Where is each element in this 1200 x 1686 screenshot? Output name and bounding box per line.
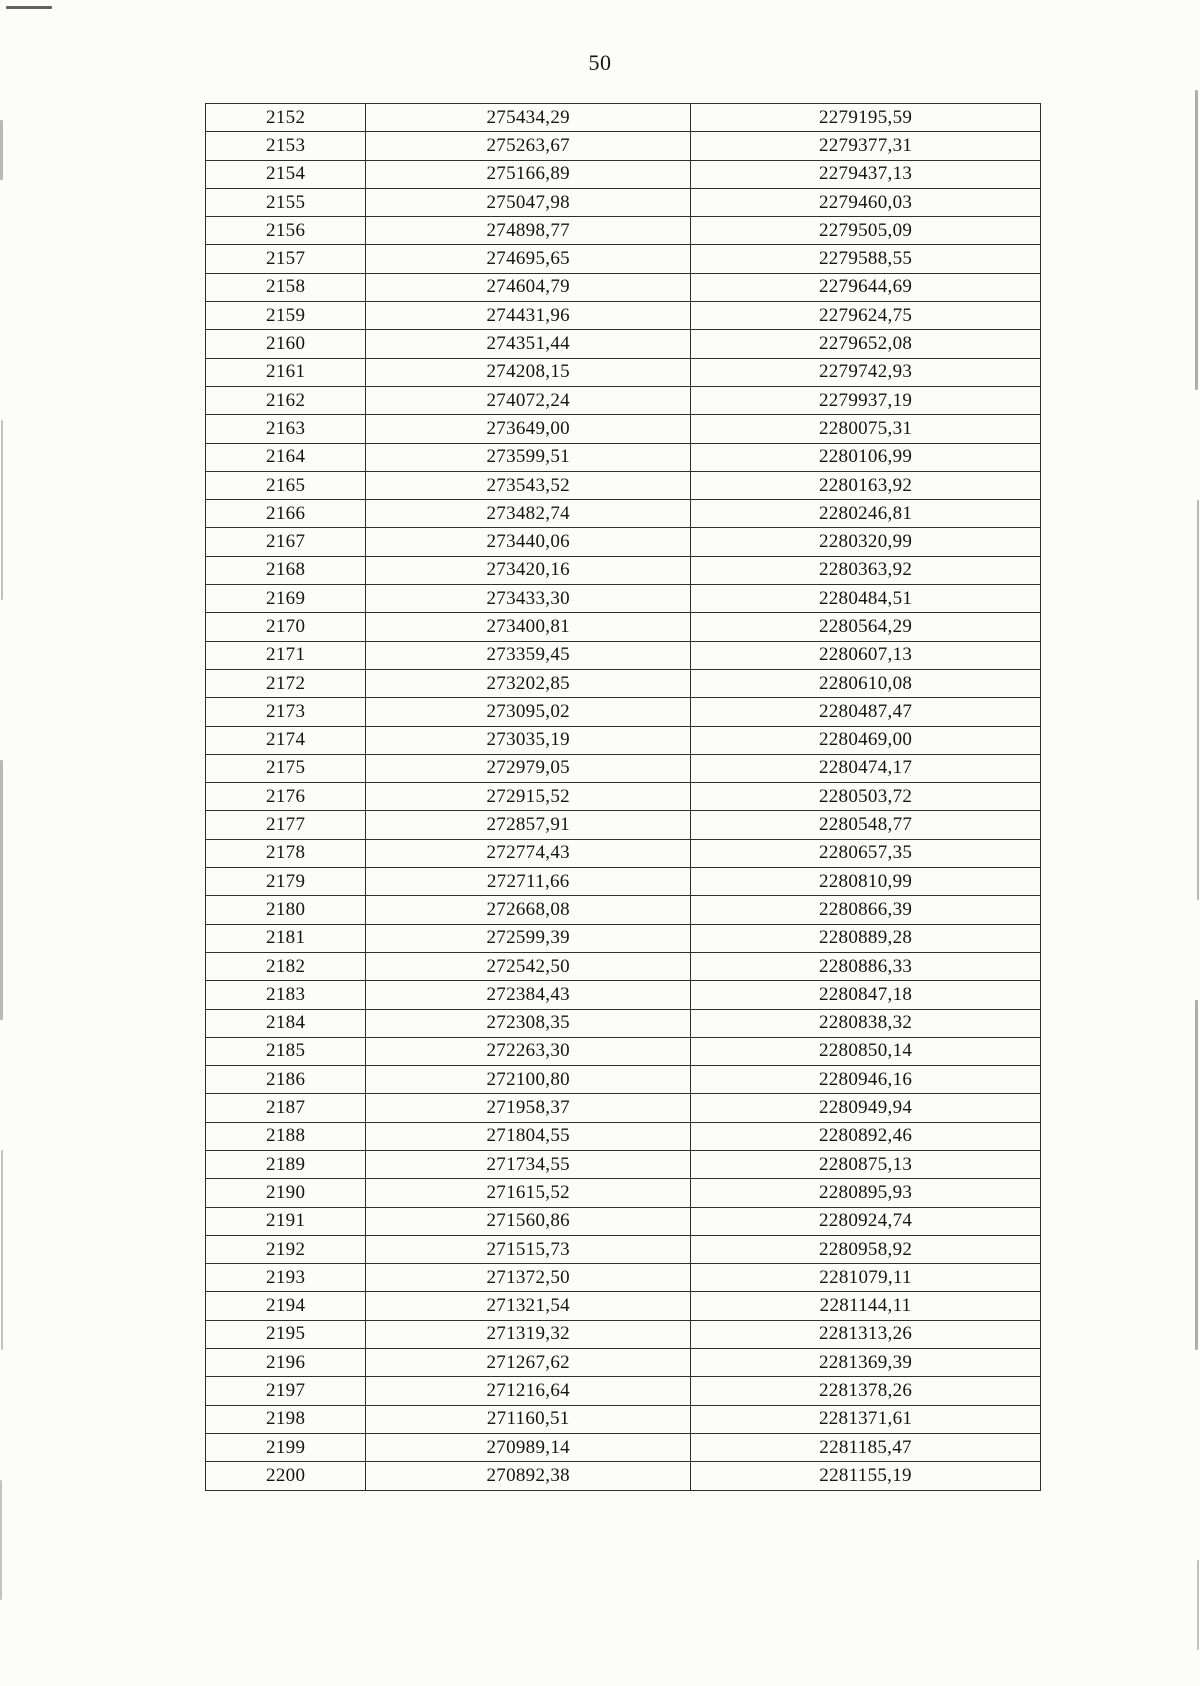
table-row: [206, 1377, 1041, 1405]
table-row: [206, 217, 1041, 245]
table-row: [206, 1292, 1041, 1320]
table-cell-value-a: 272979,05: [366, 754, 691, 782]
table-row: [206, 443, 1041, 471]
table-cell-index: 2153: [206, 132, 366, 160]
table-cell-value-a: 273649,00: [366, 415, 691, 443]
table-row: [206, 1009, 1041, 1037]
scan-artifact: [0, 1480, 2, 1600]
table-cell-index: 2152: [206, 104, 366, 132]
table-row: [206, 1066, 1041, 1094]
table-row: [206, 669, 1041, 697]
table-row: [206, 1320, 1041, 1348]
table-cell-index: 2184: [206, 1009, 366, 1037]
scan-artifact: [1195, 1000, 1198, 1350]
table-cell-value-b: 2280487,47: [691, 698, 1041, 726]
table-cell-value-b: 2280875,13: [691, 1150, 1041, 1178]
table-row: [206, 726, 1041, 754]
table-cell-index: 2189: [206, 1150, 366, 1178]
table-body: [206, 104, 1041, 1491]
table-cell-value-a: 272100,80: [366, 1066, 691, 1094]
table-cell-value-a: 271321,54: [366, 1292, 691, 1320]
scan-artifact: [1197, 500, 1199, 900]
table-cell-index: 2191: [206, 1207, 366, 1235]
table-row: [206, 528, 1041, 556]
table-row: [206, 1037, 1041, 1065]
table-row: [206, 698, 1041, 726]
table-cell-value-a: 273359,45: [366, 641, 691, 669]
table-cell-index: 2155: [206, 188, 366, 216]
table-row: [206, 952, 1041, 980]
table-cell-index: 2167: [206, 528, 366, 556]
table-row: [206, 1462, 1041, 1490]
table-cell-value-b: 2280474,17: [691, 754, 1041, 782]
table-cell-value-b: 2280548,77: [691, 811, 1041, 839]
table-cell-value-b: 2281079,11: [691, 1264, 1041, 1292]
table-cell-index: 2159: [206, 302, 366, 330]
table-row: [206, 613, 1041, 641]
table-cell-value-b: 2280866,39: [691, 896, 1041, 924]
table-cell-index: 2195: [206, 1320, 366, 1348]
table-cell-value-a: 271804,55: [366, 1122, 691, 1150]
table-cell-index: 2197: [206, 1377, 366, 1405]
table-cell-value-a: 271958,37: [366, 1094, 691, 1122]
table-cell-value-a: 272915,52: [366, 783, 691, 811]
table-cell-value-a: 272668,08: [366, 896, 691, 924]
table-cell-value-a: 271372,50: [366, 1264, 691, 1292]
table-row: [206, 415, 1041, 443]
table-row: [206, 245, 1041, 273]
table-cell-index: 2171: [206, 641, 366, 669]
scan-artifact: [0, 120, 3, 180]
table-cell-value-b: 2281313,26: [691, 1320, 1041, 1348]
table-cell-value-b: 2279195,59: [691, 104, 1041, 132]
table-cell-value-b: 2280610,08: [691, 669, 1041, 697]
table-row: [206, 302, 1041, 330]
table-cell-index: 2162: [206, 386, 366, 414]
table-row: [206, 500, 1041, 528]
table-cell-value-b: 2280958,92: [691, 1235, 1041, 1263]
table-cell-index: 2179: [206, 868, 366, 896]
scan-artifact: [1, 1150, 3, 1350]
table-cell-value-b: 2279505,09: [691, 217, 1041, 245]
table-cell-value-b: 2280607,13: [691, 641, 1041, 669]
scan-artifact: [0, 760, 3, 1020]
table-cell-value-a: 272308,35: [366, 1009, 691, 1037]
table-cell-value-a: 271216,64: [366, 1377, 691, 1405]
table-cell-value-a: 271734,55: [366, 1150, 691, 1178]
table-cell-value-a: 271560,86: [366, 1207, 691, 1235]
table-row: [206, 330, 1041, 358]
table-cell-value-b: 2279624,75: [691, 302, 1041, 330]
table-cell-value-b: 2281185,47: [691, 1433, 1041, 1461]
table-cell-value-a: 273440,06: [366, 528, 691, 556]
table-cell-value-a: 271160,51: [366, 1405, 691, 1433]
table-cell-value-b: 2279644,69: [691, 273, 1041, 301]
table-cell-index: 2157: [206, 245, 366, 273]
table-row: [206, 1349, 1041, 1377]
table-row: [206, 556, 1041, 584]
table-cell-index: 2196: [206, 1349, 366, 1377]
table-cell-value-a: 275047,98: [366, 188, 691, 216]
table-cell-index: 2166: [206, 500, 366, 528]
table-cell-index: 2168: [206, 556, 366, 584]
table-row: [206, 160, 1041, 188]
table-row: [206, 132, 1041, 160]
table-cell-index: 2177: [206, 811, 366, 839]
table-cell-value-b: 2281144,11: [691, 1292, 1041, 1320]
table-cell-index: 2158: [206, 273, 366, 301]
table-cell-index: 2173: [206, 698, 366, 726]
table-cell-value-a: 274695,65: [366, 245, 691, 273]
table-row: [206, 641, 1041, 669]
table-cell-index: 2200: [206, 1462, 366, 1490]
table-cell-value-a: 274431,96: [366, 302, 691, 330]
table-cell-index: 2161: [206, 358, 366, 386]
table-row: [206, 754, 1041, 782]
table-cell-value-b: 2281155,19: [691, 1462, 1041, 1490]
table-cell-index: 2169: [206, 585, 366, 613]
table-cell-index: 2185: [206, 1037, 366, 1065]
table-cell-value-a: 272384,43: [366, 981, 691, 1009]
table-cell-value-b: 2280163,92: [691, 471, 1041, 499]
table-row: [206, 104, 1041, 132]
table-row: [206, 273, 1041, 301]
table-cell-value-a: 275434,29: [366, 104, 691, 132]
table-cell-value-a: 273420,16: [366, 556, 691, 584]
table-cell-index: 2156: [206, 217, 366, 245]
table-row: [206, 1122, 1041, 1150]
table-cell-value-b: 2280106,99: [691, 443, 1041, 471]
table-cell-value-b: 2280246,81: [691, 500, 1041, 528]
table-cell-value-b: 2280657,35: [691, 839, 1041, 867]
table-cell-value-b: 2280810,99: [691, 868, 1041, 896]
table-row: [206, 1433, 1041, 1461]
table-row: [206, 1235, 1041, 1263]
table-row: [206, 386, 1041, 414]
table-cell-value-a: 274072,24: [366, 386, 691, 414]
table-row: [206, 188, 1041, 216]
table-cell-value-a: 272263,30: [366, 1037, 691, 1065]
table-cell-index: 2164: [206, 443, 366, 471]
table-cell-value-a: 273202,85: [366, 669, 691, 697]
data-table: [205, 103, 1041, 1491]
table-cell-value-b: 2280889,28: [691, 924, 1041, 952]
table-cell-value-b: 2280895,93: [691, 1179, 1041, 1207]
table-cell-value-b: 2280850,14: [691, 1037, 1041, 1065]
table-cell-value-a: 273400,81: [366, 613, 691, 641]
table-cell-value-a: 270989,14: [366, 1433, 691, 1461]
table-cell-value-b: 2281371,61: [691, 1405, 1041, 1433]
table-cell-value-b: 2280503,72: [691, 783, 1041, 811]
scan-artifact: [1, 420, 3, 600]
table-cell-index: 2154: [206, 160, 366, 188]
table-cell-index: 2175: [206, 754, 366, 782]
table-row: [206, 839, 1041, 867]
scan-artifact: [1197, 1560, 1199, 1650]
table-row: [206, 1179, 1041, 1207]
table-row: [206, 868, 1041, 896]
table-cell-value-b: 2280075,31: [691, 415, 1041, 443]
table-cell-value-b: 2279377,31: [691, 132, 1041, 160]
page-number: 50: [588, 50, 612, 75]
table-row: [206, 1405, 1041, 1433]
table-cell-value-b: 2280838,32: [691, 1009, 1041, 1037]
table-row: [206, 358, 1041, 386]
table-cell-index: 2163: [206, 415, 366, 443]
table-cell-index: 2182: [206, 952, 366, 980]
table-cell-value-a: 271267,62: [366, 1349, 691, 1377]
table-cell-value-a: 271615,52: [366, 1179, 691, 1207]
table-cell-value-a: 273543,52: [366, 471, 691, 499]
table-cell-index: 2198: [206, 1405, 366, 1433]
scan-artifact: [1195, 90, 1198, 390]
table-cell-value-a: 275166,89: [366, 160, 691, 188]
table-row: [206, 1207, 1041, 1235]
table-row: [206, 585, 1041, 613]
table-cell-value-a: 272599,39: [366, 924, 691, 952]
table-cell-index: 2194: [206, 1292, 366, 1320]
table-cell-index: 2180: [206, 896, 366, 924]
table-cell-value-a: 272774,43: [366, 839, 691, 867]
table-row: [206, 1150, 1041, 1178]
table-cell-value-a: 274898,77: [366, 217, 691, 245]
table-cell-index: 2165: [206, 471, 366, 499]
table-cell-value-b: 2280469,00: [691, 726, 1041, 754]
table-cell-value-b: 2279937,19: [691, 386, 1041, 414]
table-cell-value-b: 2281378,26: [691, 1377, 1041, 1405]
table-cell-value-b: 2279742,93: [691, 358, 1041, 386]
table-cell-value-b: 2280946,16: [691, 1066, 1041, 1094]
table-cell-value-b: 2280892,46: [691, 1122, 1041, 1150]
table-row: [206, 811, 1041, 839]
table-row: [206, 981, 1041, 1009]
table-cell-value-a: 274604,79: [366, 273, 691, 301]
table-cell-index: 2193: [206, 1264, 366, 1292]
table-cell-index: 2199: [206, 1433, 366, 1461]
table-row: [206, 1264, 1041, 1292]
table-cell-index: 2170: [206, 613, 366, 641]
table-cell-index: 2183: [206, 981, 366, 1009]
table-cell-index: 2178: [206, 839, 366, 867]
table-cell-index: 2181: [206, 924, 366, 952]
table-cell-index: 2190: [206, 1179, 366, 1207]
table-cell-index: 2172: [206, 669, 366, 697]
table-cell-value-b: 2280484,51: [691, 585, 1041, 613]
table-cell-value-a: 275263,67: [366, 132, 691, 160]
table-cell-value-b: 2279652,08: [691, 330, 1041, 358]
scan-artifact: [6, 6, 52, 9]
table-cell-index: 2192: [206, 1235, 366, 1263]
table-cell-value-a: 274351,44: [366, 330, 691, 358]
table-row: [206, 471, 1041, 499]
table-cell-value-a: 272711,66: [366, 868, 691, 896]
table-cell-value-a: 273599,51: [366, 443, 691, 471]
table-cell-index: 2160: [206, 330, 366, 358]
table-row: [206, 1094, 1041, 1122]
table-cell-index: 2174: [206, 726, 366, 754]
table-row: [206, 896, 1041, 924]
table-cell-value-b: 2280924,74: [691, 1207, 1041, 1235]
table-cell-value-a: 273095,02: [366, 698, 691, 726]
table-cell-value-a: 273035,19: [366, 726, 691, 754]
table-cell-index: 2186: [206, 1066, 366, 1094]
table-cell-value-b: 2280847,18: [691, 981, 1041, 1009]
table-cell-value-b: 2279588,55: [691, 245, 1041, 273]
table-cell-value-b: 2280949,94: [691, 1094, 1041, 1122]
table-cell-value-b: 2279437,13: [691, 160, 1041, 188]
table-cell-value-a: 271515,73: [366, 1235, 691, 1263]
table-cell-index: 2187: [206, 1094, 366, 1122]
table-cell-value-a: 273433,30: [366, 585, 691, 613]
table-cell-value-a: 272857,91: [366, 811, 691, 839]
table-cell-value-b: 2279460,03: [691, 188, 1041, 216]
table-cell-value-b: 2280886,33: [691, 952, 1041, 980]
table-cell-value-a: 271319,32: [366, 1320, 691, 1348]
table-cell-index: 2176: [206, 783, 366, 811]
table-cell-value-b: 2280564,29: [691, 613, 1041, 641]
table-cell-value-b: 2281369,39: [691, 1349, 1041, 1377]
table-cell-value-b: 2280320,99: [691, 528, 1041, 556]
table-cell-value-a: 270892,38: [366, 1462, 691, 1490]
table-cell-index: 2188: [206, 1122, 366, 1150]
table-cell-value-a: 272542,50: [366, 952, 691, 980]
table-cell-value-a: 274208,15: [366, 358, 691, 386]
table-cell-value-a: 273482,74: [366, 500, 691, 528]
table-cell-value-b: 2280363,92: [691, 556, 1041, 584]
table-row: [206, 924, 1041, 952]
table-row: [206, 783, 1041, 811]
